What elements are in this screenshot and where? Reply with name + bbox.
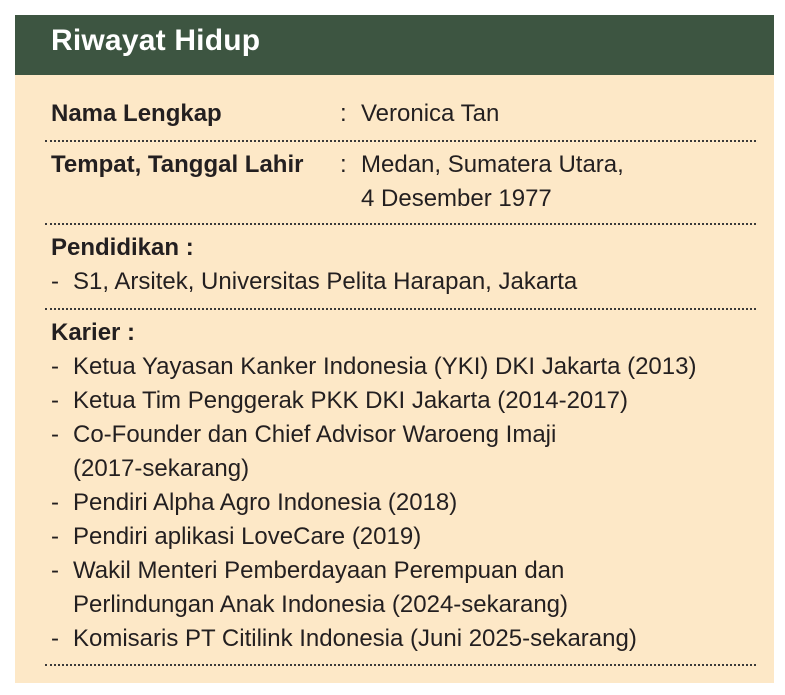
birth-value-line2: 4 Desember 1977 <box>361 185 552 212</box>
name-value: Veronica Tan <box>361 100 500 127</box>
career-item-text: Ketua Yayasan Kanker Indonesia (YKI) DKI Jakarta (2013) <box>73 353 697 380</box>
divider <box>45 140 756 142</box>
list-dash: - <box>51 625 59 652</box>
card-header <box>15 15 774 75</box>
divider <box>45 664 756 666</box>
career-item-text: Pendiri Alpha Agro Indonesia (2018) <box>73 489 458 516</box>
career-item-text: Ketua Tim Penggerak PKK DKI Jakarta (2014-2017) <box>73 387 628 414</box>
career-item-text: Komisaris PT Citilink Indonesia (Juni 2025-sekarang) <box>73 625 637 652</box>
birth-colon: : <box>340 151 347 178</box>
card-title: Riwayat Hidup <box>51 24 261 57</box>
career-item-text-continued: Perlindungan Anak Indonesia (2024-sekarang) <box>73 591 569 618</box>
list-dash: - <box>51 421 59 448</box>
birth-value-line1: Medan, Sumatera Utara, <box>361 151 624 178</box>
name-row <box>51 97 500 131</box>
list-dash: - <box>51 557 59 584</box>
name-label: Nama Lengkap <box>51 100 222 127</box>
list-dash: - <box>51 268 59 295</box>
career-item-text-continued: (2017-sekarang) <box>73 455 250 482</box>
birth-row <box>51 148 624 212</box>
birth-label: Tempat, Tanggal Lahir <box>51 151 304 178</box>
list-dash: - <box>51 353 59 380</box>
career-item-text: Pendiri aplikasi LoveCare (2019) <box>73 523 422 550</box>
divider <box>45 308 756 310</box>
career-title: Karier : <box>51 319 136 346</box>
list-dash: - <box>51 523 59 550</box>
name-colon: : <box>340 100 347 127</box>
career-item-text: Co-Founder dan Chief Advisor Waroeng Imaji <box>73 421 557 448</box>
education-title: Pendidikan : <box>51 234 194 261</box>
list-dash: - <box>51 387 59 414</box>
career-item-text: Wakil Menteri Pemberdayaan Perempuan dan <box>73 557 565 584</box>
list-dash: - <box>51 489 59 516</box>
divider <box>45 223 756 225</box>
biography-card <box>15 15 774 683</box>
education-item-text: S1, Arsitek, Universitas Pelita Harapan, Jakarta <box>73 268 578 295</box>
